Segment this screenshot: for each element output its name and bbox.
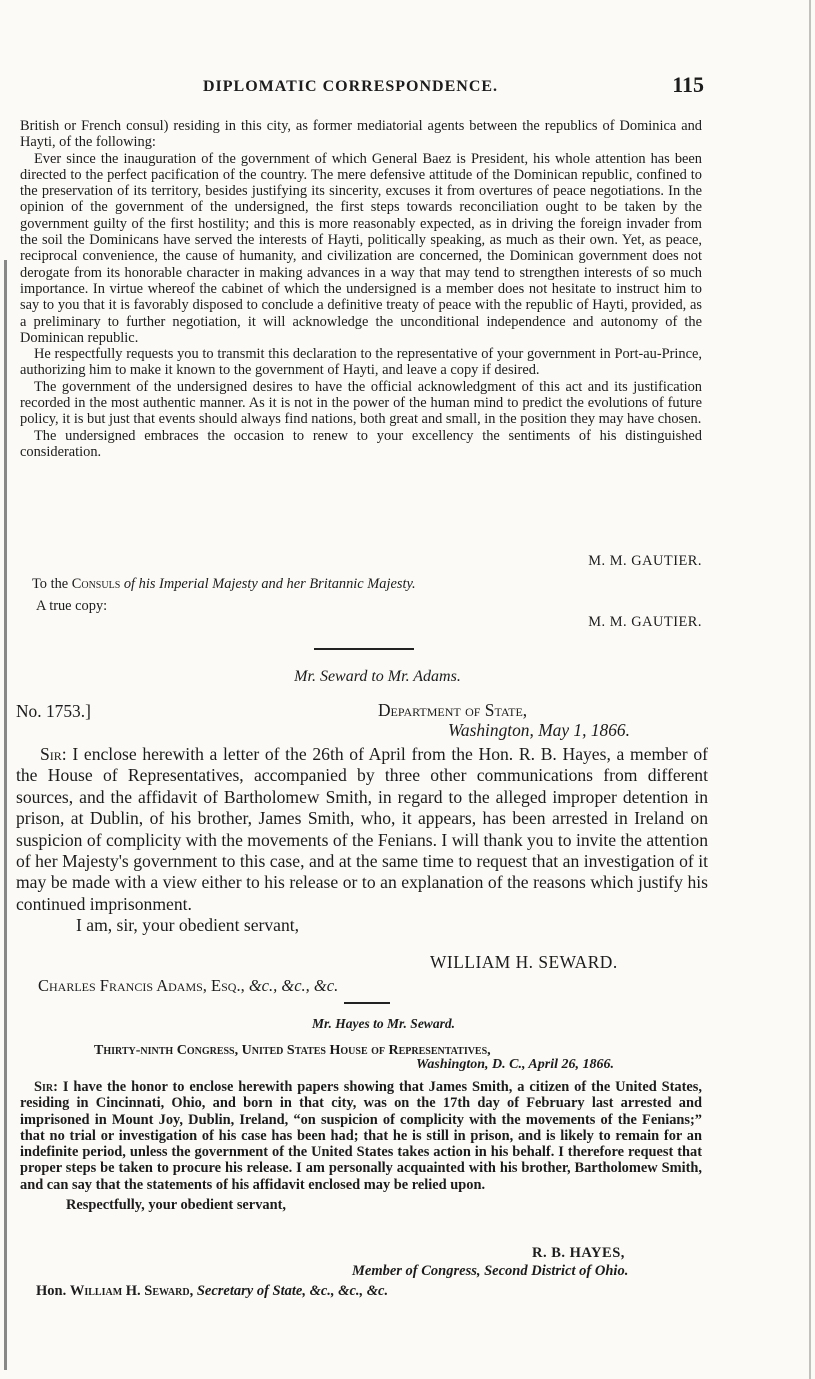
addressee-prefix: Hon.: [36, 1283, 70, 1299]
congress-dateline: Thirty-ninth Congress, United States House of Representatives,: [94, 1043, 491, 1058]
gautier-signature: M. M. GAUTIER.: [588, 553, 702, 569]
salutation: Sir:: [34, 1079, 58, 1095]
page-number: 115: [672, 72, 704, 97]
addressee-title: Secretary of State, &c., &c., &c.: [193, 1283, 389, 1299]
hayes-letter-body: [20, 1079, 702, 1213]
running-head: [18, 72, 708, 102]
gautier-letter-body: [20, 118, 702, 460]
paragraph: He respectfully requests you to transmit this declaration to the representative of your government in Port-au-Prince, authorizing him to make it known to the government of Hayti, and leave a copy if desired.: [20, 346, 702, 379]
true-copy-label: A true copy:: [36, 598, 108, 614]
paragraph: [20, 1079, 702, 1193]
paragraph: The undersigned embraces the occasion to renew to your excellency the sentiments of his distinguished consideration.: [20, 427, 702, 460]
seward-letter-body: [16, 744, 708, 937]
letter-heading: Mr. Seward to Mr. Adams.: [294, 668, 461, 685]
paragraph: British or French consul) residing in this city, as former mediatorial agents between the republics of Dominica and Hayti, of the following:: [20, 118, 702, 151]
paragraph: The government of the undersigned desires to have the official acknowledgment of this act and its justification recorded in the most authentic manner. As it is not in the power of the human mind to predict the evolutions of future policy, it is but just that events should always find nations, both great and small, in the position they may have chosen.: [20, 378, 702, 428]
letter-text: I have the honor to enclose herewith papers showing that James Smith, a citizen of the United States, residing in Cincinnati, Ohio, and born in that city, was on the 17th day of February last arrested and imprisoned in Mount Joy, Dublin, Ireland, “on suspicion of complicity with the movements of the Fenians;” that no trial or investigation of his case has been had; that he is still in prison, and is likely to remain for an indefinite period, unless the government of the United States takes action in his behalf. I therefore request that proper steps be taken to procure his release. I am personally acquainted with his brother, Bartholomew Smith, and can say that the statements of his affidavit enclosed may be relied upon.: [20, 1079, 702, 1193]
addressee-prefix: To the: [32, 576, 72, 592]
page-edge-left: [4, 260, 7, 1370]
seward-addressee: [38, 976, 338, 996]
addressee-name: Consuls: [71, 576, 121, 592]
addressee-title: &c., &c., &c.: [244, 976, 339, 995]
department-of-state: Department of State,: [378, 700, 528, 720]
section-divider-rule: [314, 648, 414, 650]
hayes-title: Member of Congress, Second District of Ohio.: [352, 1263, 629, 1279]
letter-text: I enclose herewith a letter of the 26th of April from the Hon. R. B. Hayes, a member of the House of Representatives, accompanied by three other communications from different sources, and the affidavit of Bartholomew Smith, in regard to the alleged improper detention in prison, at Dublin, of his brother, James Smith, who, it appears, has been arrested in Ireland on suspicion of complicity with the movements of the Fenians. I will thank you to invite the attention of her Majesty's government to this case, and at the same time to request that an investigation of it may be made with a view either to his release or to an explanation of the reasons which justify his continued imprisonment.: [16, 744, 708, 914]
hayes-addressee: [36, 1283, 388, 1300]
section-divider-rule: [344, 1002, 390, 1004]
gautier-signature-copy: M. M. GAUTIER.: [588, 614, 702, 630]
closing: Respectfully, your obedient servant,: [66, 1197, 286, 1214]
paragraph: [16, 744, 708, 915]
gautier-addressee: [32, 576, 714, 592]
page-edge-right: [809, 0, 811, 1379]
addressee-name: William H. Seward,: [69, 1283, 194, 1299]
letter-dateline: Washington, May 1, 1866.: [448, 720, 630, 740]
letter-dateline: Washington, D. C., April 26, 1866.: [416, 1057, 614, 1072]
salutation: Sir:: [40, 744, 67, 764]
letter-heading: Mr. Hayes to Mr. Seward.: [312, 1016, 455, 1031]
addressee-name: Charles Francis Adams, Esq.,: [38, 976, 245, 995]
paragraph: Ever since the inauguration of the government of which General Baez is President, his whole attention has been directed to the perfect pacification of the country. The mere defensive attitude of the Dominican republic, confined to the preservation of its territory, besides justifying its sincerity, excuses it from overtures of peace negotiations. In the opinion of the government of the undersigned, the first steps towards reconciliation ought to be taken by the government guilty of the first hostility; and this is more reasonably expected, as in driving the foreign invader from the soil the Dominicans have served the interests of Hayti, politically speaking, as much as their own. Yet, as peace, reciprocal convenience, the cause of humanity, and civilization are concerned, the Dominican government does not derogate from its honorable character in making advances in a way that may tend to strengthen interests of so much importance. In virtue whereof the cabinet of which the undersigned is a member does not hesitate to instruct him to say to you that it is favorably disposed to conclude a definitive treaty of peace with the republic of Hayti, provided, as a preliminary to further negotiation, it will acknowledge the unconditional independence and autonomy of the Dominican republic.: [20, 150, 702, 346]
despatch-number: No. 1753.]: [16, 701, 91, 721]
hayes-signature: R. B. HAYES,: [532, 1245, 625, 1261]
addressee-title: of his Imperial Majesty and her Britannic Majesty.: [120, 576, 416, 592]
closing: I am, sir, your obedient servant,: [76, 915, 300, 936]
running-head-title: DIPLOMATIC CORRESPONDENCE.: [203, 78, 499, 95]
seward-signature: WILLIAM H. SEWARD.: [430, 952, 618, 972]
